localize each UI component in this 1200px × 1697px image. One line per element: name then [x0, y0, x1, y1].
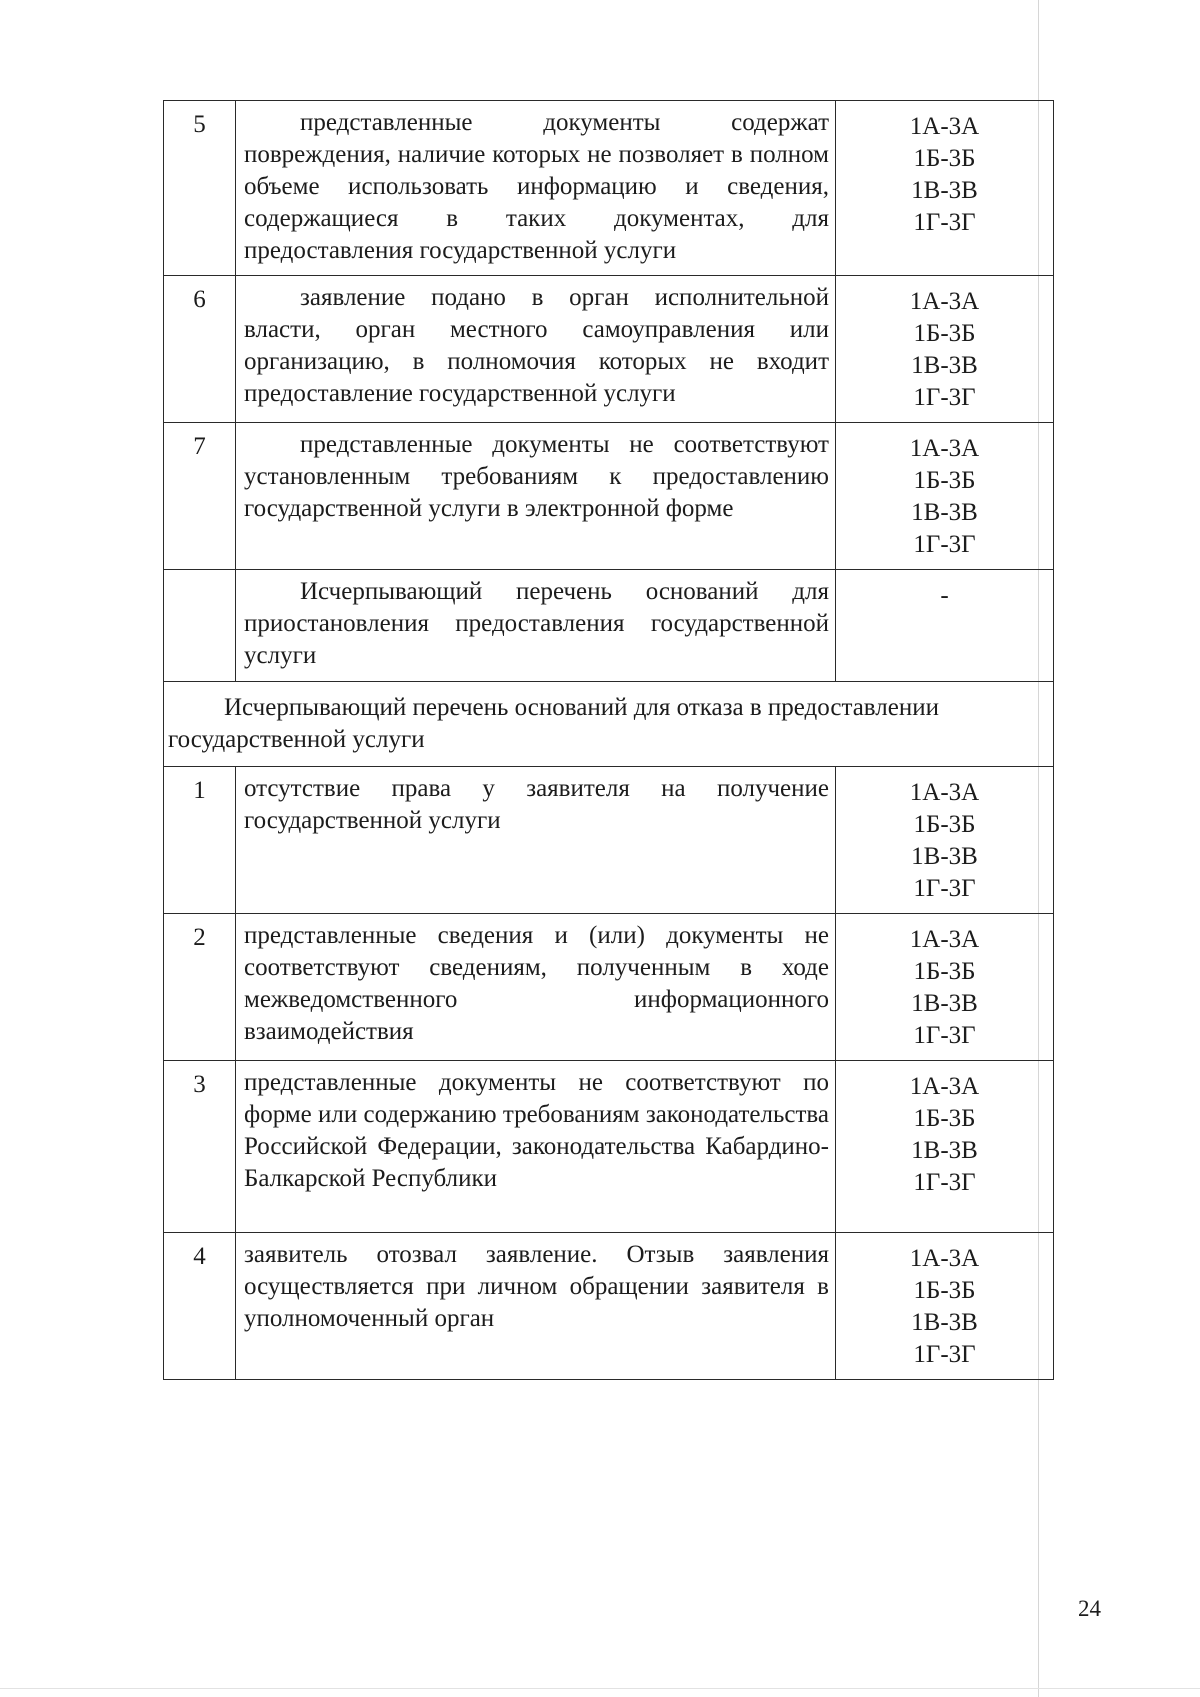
code-value: 1Г-3Г — [913, 1341, 976, 1368]
code-value: 1А-3А — [909, 926, 980, 953]
table-row — [164, 914, 1054, 1061]
code-value: 1А-3А — [909, 288, 980, 315]
table-row — [164, 101, 1054, 276]
row-codes — [836, 767, 1054, 914]
code-value: 1В-3В — [911, 990, 978, 1017]
code-value: 1В-3В — [911, 499, 978, 526]
row-number: 5 — [164, 101, 236, 276]
code-value: 1Б-3Б — [913, 320, 976, 347]
row-number: 6 — [164, 276, 236, 423]
suspension-heading: Исчерпывающий перечень оснований для приостановления предоставления государственной услуги — [236, 570, 836, 682]
table-row — [164, 276, 1054, 423]
code-value: 1А-3А — [909, 435, 980, 462]
table-row — [164, 423, 1054, 570]
row-number: 4 — [164, 1233, 236, 1380]
row-text: заявление подано в орган исполнительной власти, орган местного самоуправления или организацию, в полномочия которых не входит предоставление государственной услуги — [236, 276, 836, 423]
code-value: 1А-3А — [909, 113, 980, 140]
code-value: 1Г-3Г — [913, 875, 976, 902]
row-text: отсутствие права у заявителя на получение государственной услуги — [236, 767, 836, 914]
code-value: 1Г-3Г — [913, 1169, 976, 1196]
row-codes: - — [836, 570, 1054, 682]
code-value: 1Б-3Б — [913, 1277, 976, 1304]
code-value: 1В-3В — [911, 1309, 978, 1336]
code-value: 1А-3А — [909, 1073, 980, 1100]
code-value: 1В-3В — [911, 843, 978, 870]
code-value: 1В-3В — [911, 352, 978, 379]
row-text: представленные документы не соответствуют установленным требованиям к предоставлению государственной услуги в электронной форме — [236, 423, 836, 570]
code-value: 1Б-3Б — [913, 811, 976, 838]
row-number: 1 — [164, 767, 236, 914]
row-codes — [836, 1233, 1054, 1380]
code-value: 1В-3В — [911, 1137, 978, 1164]
refusal-heading: Исчерпывающий перечень оснований для отказа в предоставлении государственной услуги — [164, 682, 1054, 767]
row-number: 2 — [164, 914, 236, 1061]
table-row — [164, 1233, 1054, 1380]
code-value: 1Б-3Б — [913, 145, 976, 172]
row-text: представленные сведения и (или) документы не соответствуют сведениям, полученным в ходе межведомственного информационного взаимодействия — [236, 914, 836, 1061]
table-row — [164, 570, 1054, 682]
section-header-row — [164, 682, 1054, 767]
row-text: представленные документы содержат повреждения, наличие которых не позволяет в полном объеме использовать информацию и сведения, содержащиеся в таких документах, для предоставления государственной услуги — [236, 101, 836, 276]
row-codes — [836, 1061, 1054, 1233]
row-codes — [836, 101, 1054, 276]
table-row — [164, 767, 1054, 914]
code-value: 1А-3А — [909, 1245, 980, 1272]
code-value: 1Б-3Б — [913, 1105, 976, 1132]
code-value: 1Г-3Г — [913, 1022, 976, 1049]
code-value: 1Г-3Г — [913, 384, 976, 411]
row-text: представленные документы не соответствуют по форме или содержанию требованиям законодательства Российской Федерации, законодательства Кабардино-Балкарской Республики — [236, 1061, 836, 1233]
row-number: 7 — [164, 423, 236, 570]
row-codes — [836, 914, 1054, 1061]
code-value: 1А-3А — [909, 779, 980, 806]
code-value: 1Б-3Б — [913, 958, 976, 985]
code-value: 1В-3В — [911, 177, 978, 204]
code-value: 1Г-3Г — [913, 209, 976, 236]
code-value: 1Г-3Г — [913, 531, 976, 558]
page-number: 24 — [1078, 1596, 1101, 1621]
row-codes — [836, 423, 1054, 570]
row-number: 3 — [164, 1061, 236, 1233]
table-row — [164, 1061, 1054, 1233]
row-text: заявитель отозвал заявление. Отзыв заявления осуществляется при личном обращении заявителя в уполномоченный орган — [236, 1233, 836, 1380]
row-codes — [836, 276, 1054, 423]
row-number — [164, 570, 236, 682]
code-value: 1Б-3Б — [913, 467, 976, 494]
grounds-table — [163, 100, 1054, 1380]
scan-bottom-line — [0, 1688, 1200, 1689]
